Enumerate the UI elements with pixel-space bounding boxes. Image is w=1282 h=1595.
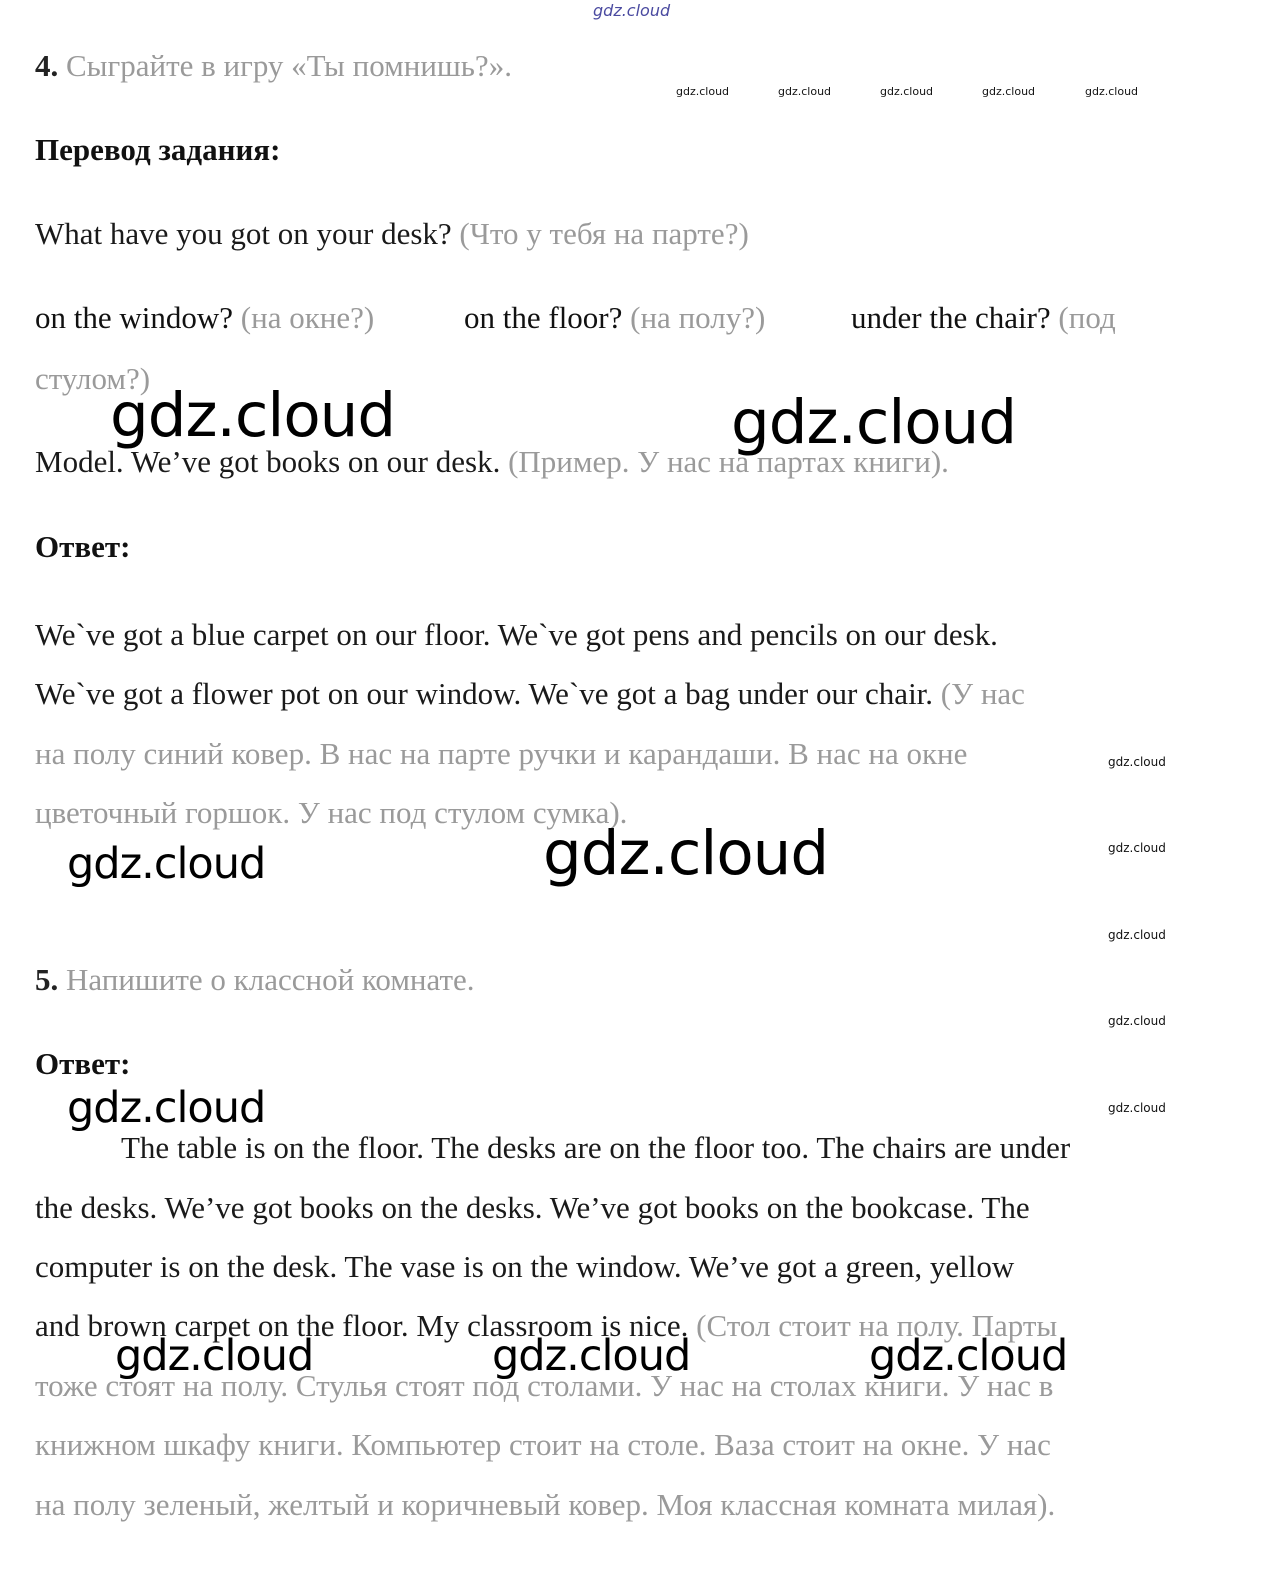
small-watermark: gdz.cloud bbox=[1108, 928, 1166, 942]
answer4-line4: цветочный горшок. У нас под стулом сумка). bbox=[35, 795, 628, 830]
question-window bbox=[35, 300, 374, 336]
small-watermark: gdz.cloud bbox=[880, 85, 934, 98]
answer5-line1: The table is on the floor. The desks are on the floor too. The chairs are under bbox=[121, 1130, 1071, 1165]
large-watermark: gdz.cloud bbox=[731, 387, 1017, 458]
model-en: Model. We’ve got books on our desk. bbox=[35, 444, 501, 479]
small-watermark: gdz.cloud bbox=[1108, 841, 1166, 855]
small-watermark: gdz.cloud bbox=[1108, 1014, 1166, 1028]
answer5-line5: тоже стоят на полу. Стулья стоят под столами. У нас на столах книги. У нас в bbox=[35, 1368, 1054, 1403]
question-desk-ru: (Что у тебя на парте?) bbox=[459, 216, 749, 251]
model-sentence bbox=[35, 444, 949, 480]
translation-heading: Перевод задания: bbox=[35, 132, 281, 167]
answer4-line1: We`ve got a blue carpet on our floor. We`ve got pens and pencils on our desk. bbox=[35, 617, 998, 652]
task5-heading bbox=[35, 962, 475, 998]
large-watermark: gdz.cloud bbox=[492, 1331, 691, 1381]
small-watermark: gdz.cloud bbox=[1085, 85, 1139, 98]
task5-number: 5. bbox=[35, 962, 59, 997]
task4-number: 4. bbox=[35, 48, 59, 83]
task4-title: Сыграйте в игру «Ты помнишь?». bbox=[66, 48, 512, 83]
answer4-line2 bbox=[35, 676, 1025, 712]
answer5-line3: computer is on the desk. The vase is on the window. We’ve got a green, yellow bbox=[35, 1249, 1015, 1284]
answer-heading-5: Ответ: bbox=[35, 1046, 131, 1081]
question-chair-ru-a: (под bbox=[1058, 300, 1116, 335]
small-watermark: gdz.cloud bbox=[1108, 755, 1166, 769]
question-floor-en: on the floor? bbox=[464, 300, 623, 335]
small-watermark: gdz.cloud bbox=[982, 85, 1036, 98]
answer5-line4-en: and brown carpet on the floor. My classroom is nice. bbox=[35, 1308, 689, 1343]
question-window-en: on the window? bbox=[35, 300, 234, 335]
small-watermark: gdz.cloud bbox=[1108, 1101, 1166, 1115]
answer5-line2: the desks. We’ve got books on the desks. We’ve got books on the bookcase. The bbox=[35, 1190, 1030, 1225]
answer5-line6: книжном шкафу книги. Компьютер стоит на столе. Ваза стоит на окне. У нас bbox=[35, 1427, 1051, 1462]
question-desk-en: What have you got on your desk? bbox=[35, 216, 452, 251]
task5-title: Напишите о классной комнате. bbox=[66, 962, 475, 997]
large-watermark: gdz.cloud bbox=[110, 380, 396, 451]
large-watermark: gdz.cloud bbox=[67, 839, 266, 889]
answer5-line4-ru: (Стол стоит на полу. Парты bbox=[696, 1308, 1058, 1343]
question-desk bbox=[35, 216, 749, 252]
answer5-line7: на полу зеленый, желтый и коричневый ковер. Моя классная комната милая). bbox=[35, 1487, 1056, 1522]
small-watermark: gdz.cloud bbox=[778, 85, 832, 98]
question-floor bbox=[464, 300, 765, 336]
large-watermark: gdz.cloud bbox=[543, 818, 829, 889]
question-chair-ru-b: стулом?) bbox=[35, 361, 151, 396]
answer4-line2-en: We`ve got a flower pot on our window. We`ve got a bag under our chair. bbox=[35, 676, 934, 711]
answer-heading-4: Ответ: bbox=[35, 529, 131, 564]
large-watermark: gdz.cloud bbox=[869, 1331, 1068, 1381]
small-watermark: gdz.cloud bbox=[676, 85, 730, 98]
model-ru: (Пример. У нас на партах книги). bbox=[508, 444, 949, 479]
question-chair bbox=[851, 300, 1116, 336]
large-watermark: gdz.cloud bbox=[67, 1083, 266, 1133]
answer4-line2-ru: (У нас bbox=[940, 676, 1025, 711]
question-floor-ru: (на полу?) bbox=[630, 300, 766, 335]
task4-heading bbox=[35, 48, 512, 84]
large-watermark: gdz.cloud bbox=[115, 1331, 314, 1381]
question-chair-en: under the chair? bbox=[851, 300, 1051, 335]
question-window-ru: (на окне?) bbox=[240, 300, 375, 335]
header-watermark: gdz.cloud bbox=[593, 1, 671, 20]
answer4-line3: на полу синий ковер. В нас на парте ручки и карандаши. В нас на окне bbox=[35, 736, 968, 771]
